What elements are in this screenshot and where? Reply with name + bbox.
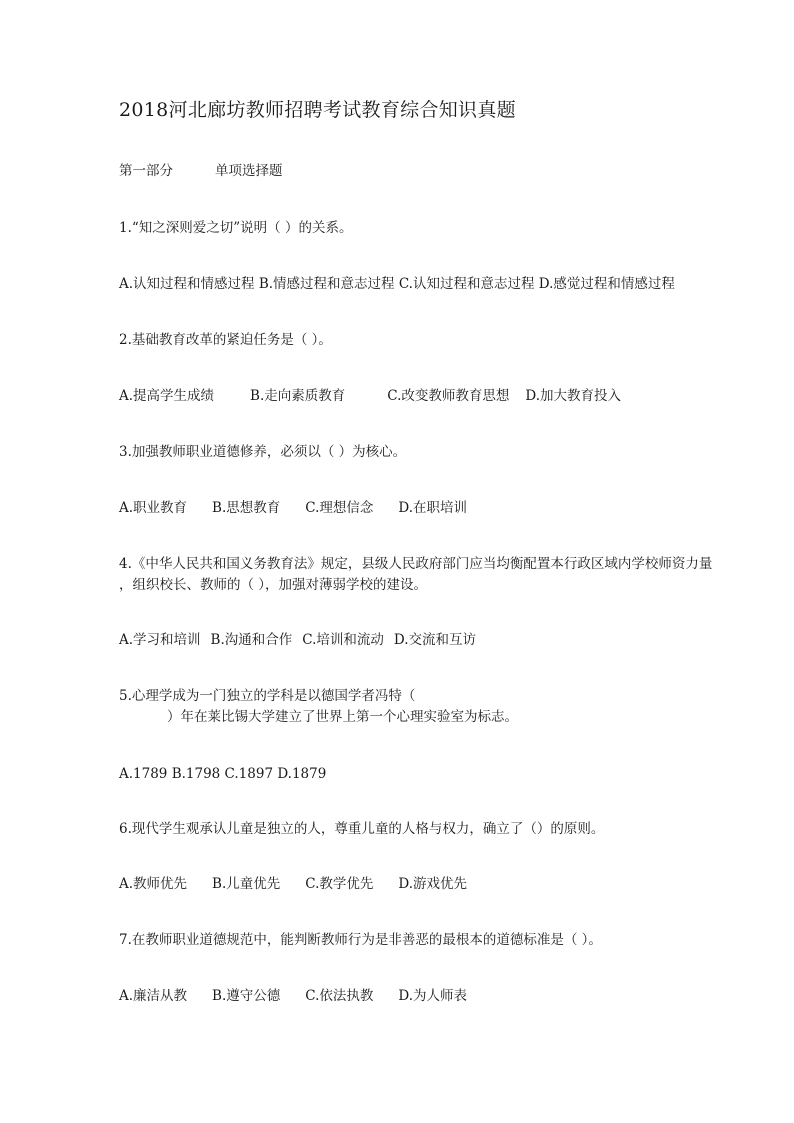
question-2-option-b: B.走向素质教育 bbox=[250, 388, 346, 404]
question-6-options bbox=[119, 874, 467, 894]
section-part: 第一部分 bbox=[119, 163, 173, 179]
question-7-option-d: D.为人师表 bbox=[398, 988, 468, 1004]
question-4-options bbox=[119, 630, 476, 650]
question-3-option-c: C.理想信念 bbox=[305, 500, 374, 516]
question-5-options: A.1789 B.1798 C.1897 D.1879 bbox=[119, 766, 327, 782]
question-6-text: 6.现代学生观承认儿童是独立的人，尊重儿童的人格与权力，确立了（）的原则。 bbox=[119, 821, 605, 837]
question-2-text: 2.基础教育改革的紧迫任务是（ ）。 bbox=[119, 332, 332, 348]
question-2-options bbox=[119, 386, 621, 406]
question-4-option-d: D.交流和互访 bbox=[393, 632, 477, 648]
section-heading bbox=[119, 161, 283, 181]
question-7-text: 7.在教师职业道德规范中，能判断教师行为是非善恶的最根本的道德标准是（ ）。 bbox=[119, 932, 602, 948]
question-4-option-b: B.沟通和合作 bbox=[210, 632, 293, 648]
question-7-options bbox=[119, 986, 467, 1006]
question-4-option-a: A.学习和培训 bbox=[119, 632, 201, 648]
question-3-text: 3.加强教师职业道德修养，必须以（ ）为核心。 bbox=[119, 444, 407, 460]
question-7-option-a: A.廉洁从教 bbox=[119, 988, 188, 1004]
question-6-option-b: B.儿童优先 bbox=[212, 876, 281, 892]
question-6-option-c: C.教学优先 bbox=[305, 876, 374, 892]
section-type: 单项选择题 bbox=[215, 163, 283, 179]
question-2-option-c: C.改变教师教育思想 bbox=[387, 388, 510, 404]
question-2-option-d: D.加大教育投入 bbox=[525, 388, 622, 404]
question-1-text: 1.“知之深则爱之切”说明（ ）的关系。 bbox=[119, 220, 353, 236]
question-1-options: A.认知过程和情感过程 B.情感过程和意志过程 C.认知过程和意志过程 D.感觉过程和情感过程 bbox=[119, 276, 675, 292]
document-title: 2018河北廊坊教师招聘考试教育综合知识真题 bbox=[119, 99, 516, 121]
question-3-options bbox=[119, 498, 467, 518]
question-7-option-c: C.依法执教 bbox=[305, 988, 374, 1004]
question-3-option-d: D.在职培训 bbox=[398, 500, 468, 516]
question-7-option-b: B.遵守公德 bbox=[212, 988, 281, 1004]
question-4-text-line-2: ，组织校长、教师的（ ），加强对薄弱学校的建设。 bbox=[119, 577, 428, 593]
question-6-option-a: A.教师优先 bbox=[119, 876, 188, 892]
question-4-text-line-1: 4.《中华人民共和国义务教育法》规定，县级人民政府部门应当均衡配置本行政区域内学校师资力量 bbox=[119, 556, 713, 572]
question-5-text-line-1: 5.心理学成为一门独立的学科是以德国学者冯特（ bbox=[119, 688, 416, 704]
question-4-option-c: C.培训和流动 bbox=[302, 632, 384, 648]
question-6-option-d: D.游戏优先 bbox=[398, 876, 468, 892]
question-3-option-a: A.职业教育 bbox=[119, 500, 188, 516]
question-2-option-a: A.提高学生成绩 bbox=[119, 388, 215, 404]
question-3-option-b: B.思想教育 bbox=[212, 500, 281, 516]
question-5-text-line-2: ）年在莱比锡大学建立了世界上第一个心理实验室为标志。 bbox=[167, 709, 518, 725]
